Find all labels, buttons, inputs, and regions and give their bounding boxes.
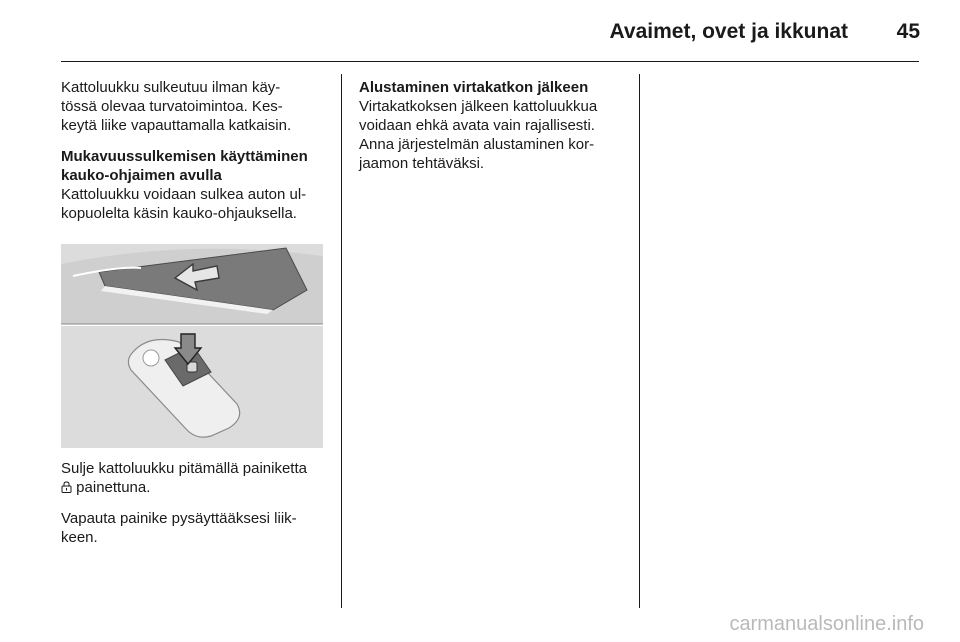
text-line: Kattoluukku voidaan sulkea auton ul- xyxy=(61,186,307,203)
lock-icon xyxy=(61,479,72,491)
column-1 xyxy=(61,78,333,547)
text-line: keen. xyxy=(61,529,98,546)
column-2 xyxy=(359,78,621,173)
column-divider-1 xyxy=(341,74,342,608)
text-line: Anna järjestelmän alustaminen kor- xyxy=(359,136,595,153)
section-heading-power-reset: Alustaminen virtakatkon jälkeen xyxy=(359,79,589,96)
header-divider xyxy=(61,61,919,62)
text-line: jaamon tehtäväksi. xyxy=(359,155,485,172)
text-line: painettuna. xyxy=(76,479,151,496)
page-title: Avaimet, ovet ja ikkunat xyxy=(609,20,848,43)
text-line: Vapauta painike pysäyttääksesi liik- xyxy=(61,510,297,527)
car-roof-illustration xyxy=(61,244,323,324)
text-line: Virtakatkoksen jälkeen kattoluukkua xyxy=(359,98,598,115)
text-line: voidaan ehkä avata vain rajallisesti. xyxy=(359,117,595,134)
key-fob-illustration xyxy=(61,326,323,448)
text-line: Kattoluukku sulkeutuu ilman käy- xyxy=(61,79,281,96)
roof-and-key-illustration xyxy=(61,236,323,448)
paragraph-safety-note xyxy=(61,78,333,135)
watermark: carmanualsonline.info xyxy=(729,613,924,635)
paragraph-power-reset xyxy=(359,97,621,173)
text-line: kopuolelta käsin kauko-ohjauksella. xyxy=(61,205,297,222)
text-line: keytä liike vapauttamalla katkaisin. xyxy=(61,117,292,134)
text-line: tössä olevaa turvatoimintoa. Kes- xyxy=(61,98,283,115)
column-divider-2 xyxy=(639,74,640,608)
paragraph-remote-close xyxy=(61,185,333,223)
text-line: Sulje kattoluukku pitämällä painiketta xyxy=(61,460,307,477)
page-header xyxy=(0,0,960,62)
section-heading-remote-close xyxy=(61,147,333,185)
paragraph-release-instruction xyxy=(61,509,333,547)
text-line: Mukavuussulkemisen käyttäminen xyxy=(61,148,308,165)
paragraph-close-instruction xyxy=(61,459,333,497)
page-number: 45 xyxy=(896,20,920,43)
text-line: kauko-ohjaimen avulla xyxy=(61,167,222,184)
